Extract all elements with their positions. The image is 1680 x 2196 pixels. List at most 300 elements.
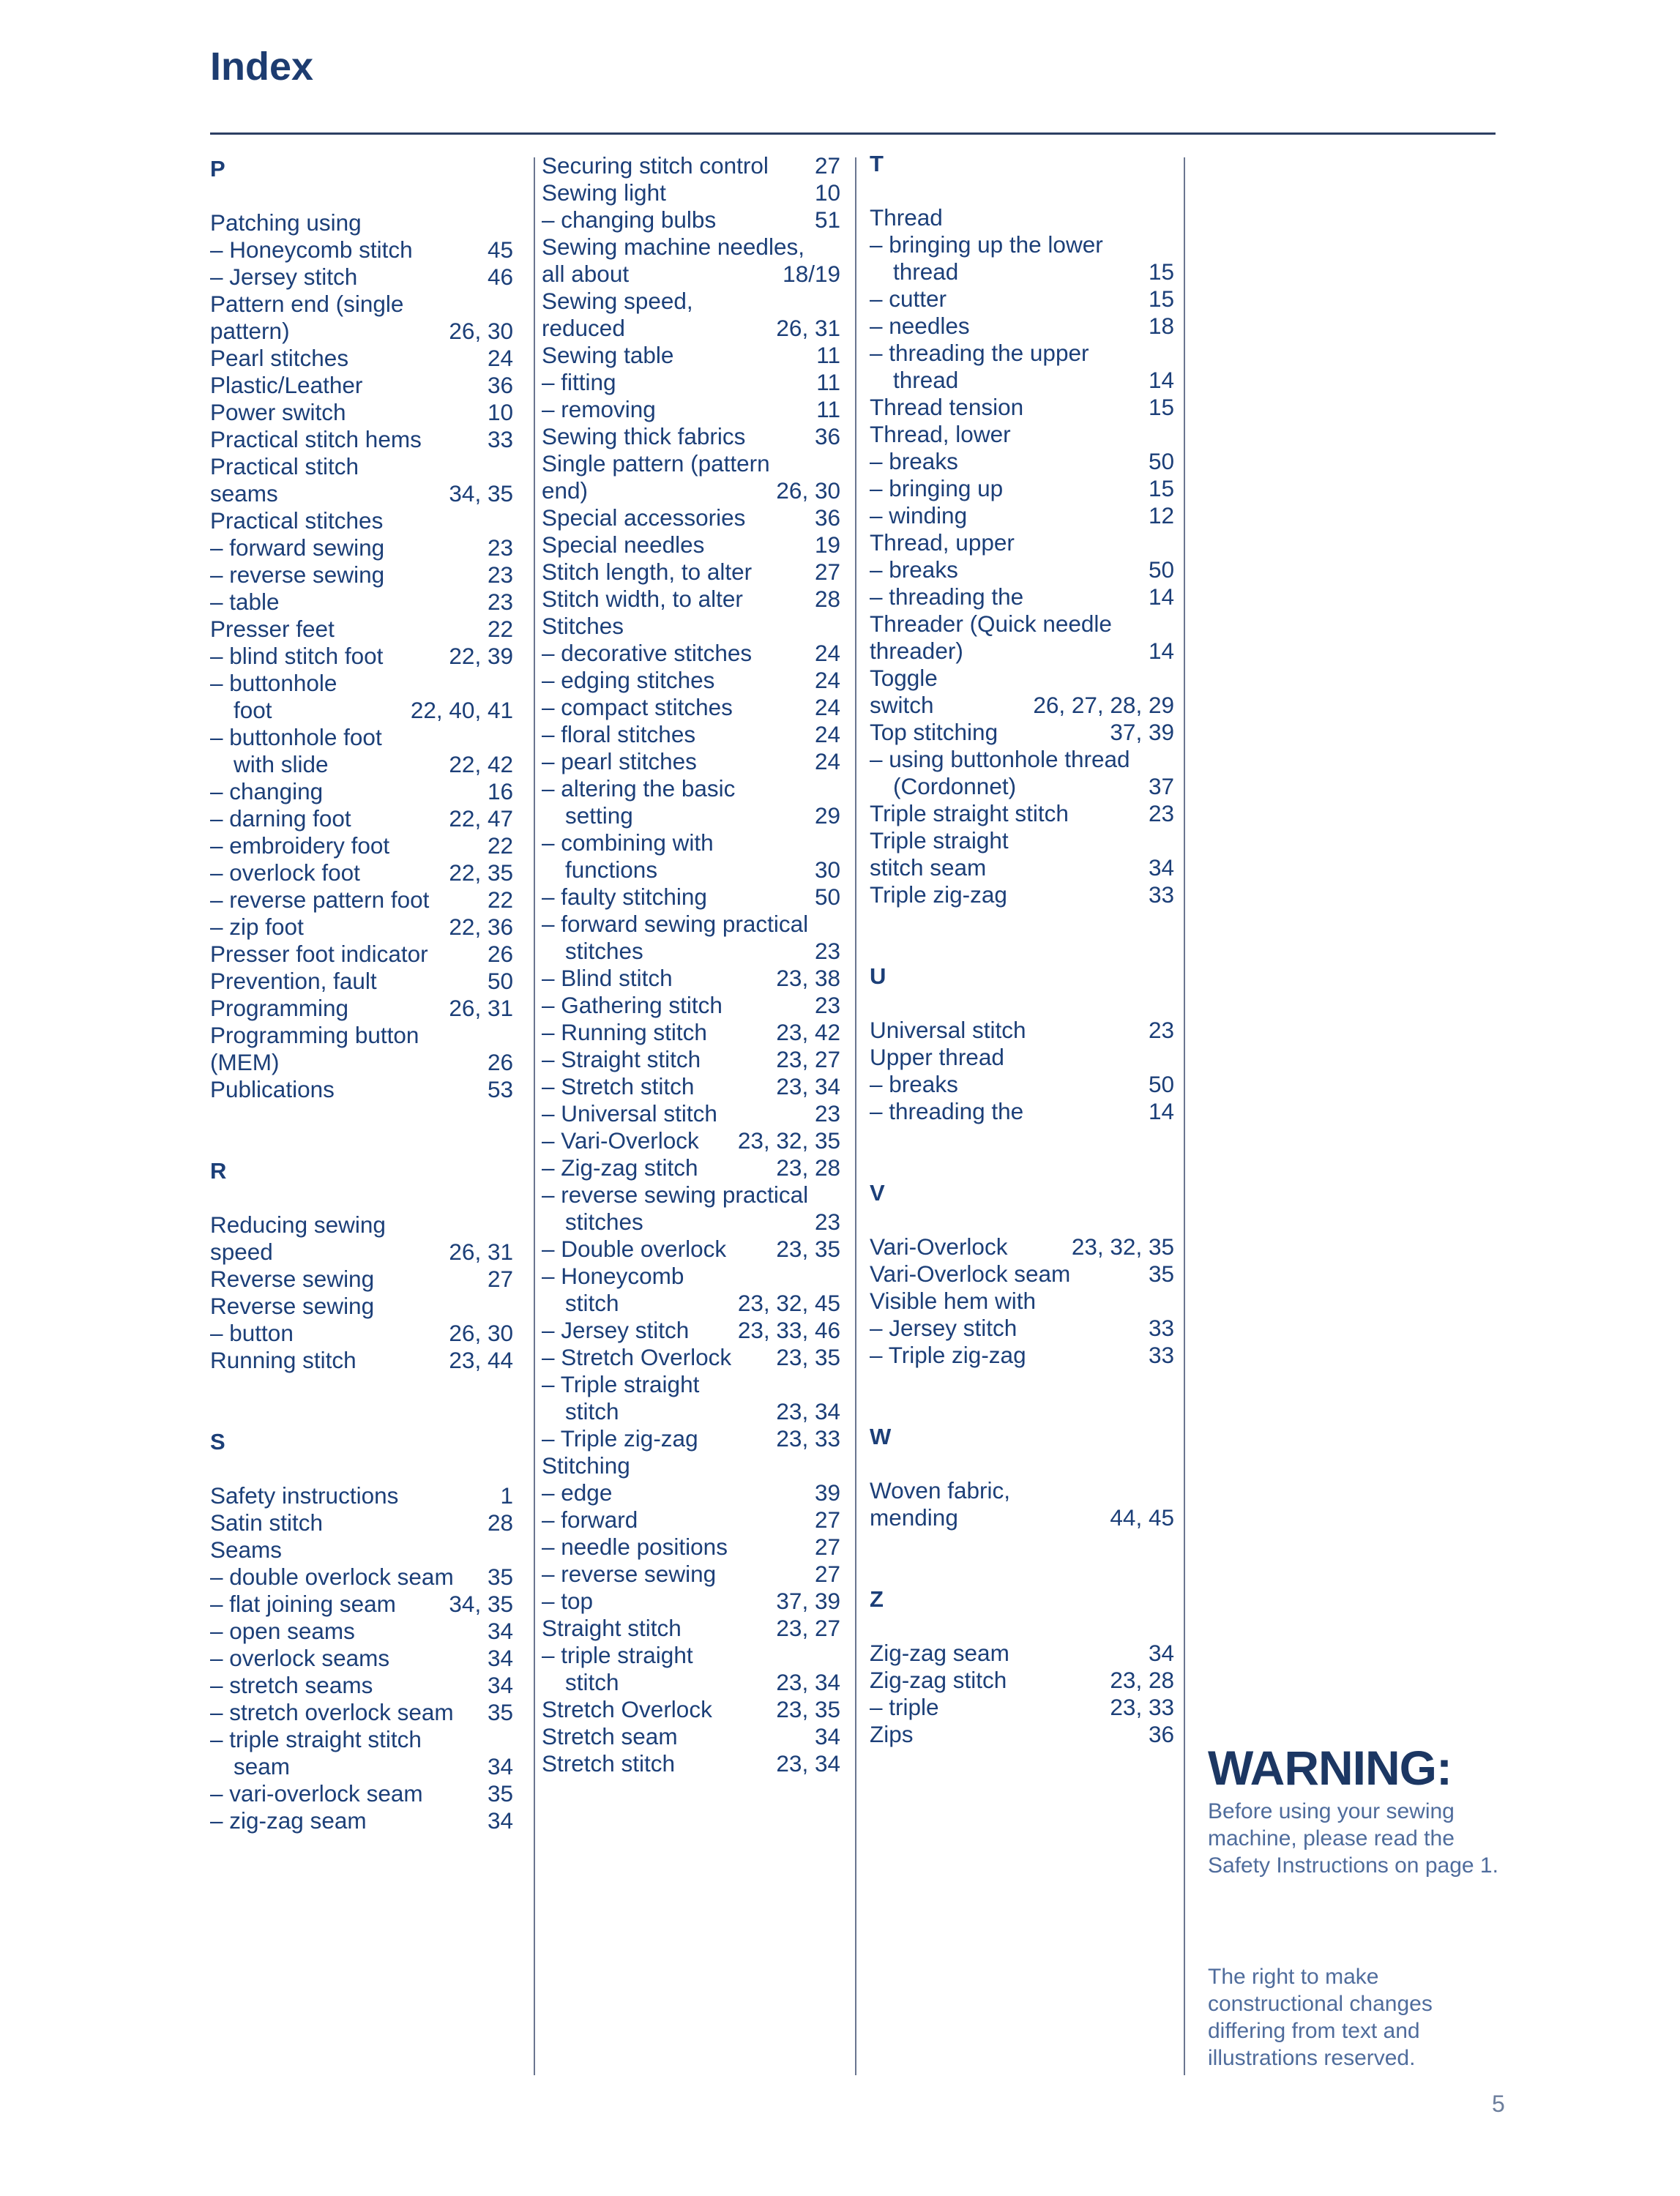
entry-pages: 26, 31 [449, 995, 513, 1021]
entry-pages: 36 [814, 423, 840, 449]
index-entry [542, 884, 840, 911]
entry-pages: 36 [814, 504, 840, 531]
entry-pages: 23 [814, 938, 840, 964]
entry-pages: 12 [1148, 502, 1174, 529]
index-entry [210, 805, 513, 832]
entry-label: functions [565, 856, 658, 883]
entry-pages: 36 [487, 372, 513, 398]
entry-label: – removing [542, 396, 656, 422]
entry-label: Stitch width, to alter [542, 586, 743, 612]
entry-pages: 44, 45 [1110, 1504, 1174, 1531]
entry-pages: 46 [487, 264, 513, 290]
entry-pages: 23, 38 [776, 965, 840, 991]
entry-pages [833, 1263, 840, 1290]
index-entry [870, 854, 1174, 881]
warning-text: Before using your sewing machine, please read the Safety Instructions on page 1. [1208, 1799, 1498, 1878]
entry-pages: 22 [487, 616, 513, 642]
spacer [210, 1184, 513, 1211]
entry-label: – Honeycomb [542, 1263, 684, 1289]
entry-label: end) [542, 477, 589, 504]
index-entry [210, 264, 513, 291]
entry-label: – Jersey stitch [870, 1315, 1018, 1341]
entry-label: Sewing speed, [542, 288, 693, 314]
entry-pages: 23 [1148, 1017, 1174, 1043]
entry-label: Stitching [542, 1452, 630, 1479]
entry-pages [833, 234, 840, 261]
entry-pages: 18 [1148, 313, 1174, 339]
entry-pages: 34 [1148, 1640, 1174, 1666]
index-entry [870, 475, 1174, 502]
entry-label: with slide [234, 751, 329, 777]
entry-pages: 26, 30 [449, 1320, 513, 1346]
index-entry [210, 643, 513, 670]
entry-pages: 26, 31 [449, 1239, 513, 1265]
entry-label: Stitches [542, 613, 624, 639]
entry-label: thread [893, 367, 959, 393]
index-entry [542, 829, 840, 856]
entry-pages: 35 [487, 1780, 513, 1807]
entry-pages: 37 [1148, 773, 1174, 799]
entry-pages: 34 [814, 1723, 840, 1749]
index-entry [870, 340, 1174, 367]
entry-pages: 23 [814, 1100, 840, 1127]
entry-label: – Running stitch [542, 1019, 707, 1045]
entry-pages: 23, 28 [1110, 1667, 1174, 1693]
entry-pages: 26, 27, 28, 29 [1033, 692, 1174, 718]
entry-pages: 10 [487, 399, 513, 425]
entry-label: Practical stitches [210, 507, 384, 534]
entry-pages: 23 [814, 992, 840, 1018]
entry-label: reduced [542, 315, 625, 341]
entry-label: – winding [870, 502, 968, 529]
page-title: Index [210, 45, 314, 89]
entry-pages: 11 [816, 342, 840, 368]
index-entry [542, 1452, 840, 1479]
entry-pages [833, 1452, 840, 1479]
index-entry [210, 1022, 513, 1049]
entry-label: – Triple zig-zag [870, 1342, 1026, 1368]
index-entry [870, 800, 1174, 827]
index-entry [542, 1100, 840, 1127]
index-column-2 [542, 152, 840, 1777]
entry-pages: 23 [487, 534, 513, 561]
index-entry [542, 1588, 840, 1615]
entry-label: mending [870, 1504, 958, 1531]
entry-label: Thread, lower [870, 421, 1011, 447]
entry-pages: 34, 35 [449, 1591, 513, 1617]
index-entry [870, 610, 1174, 638]
index-entry [542, 1209, 840, 1236]
entry-pages: 16 [487, 778, 513, 804]
index-entry [870, 773, 1174, 800]
index-entry [210, 1564, 513, 1591]
entry-label: Visible hem with [870, 1288, 1037, 1314]
entry-pages [833, 1642, 840, 1669]
index-entry [542, 1181, 840, 1209]
entry-pages: 39 [814, 1479, 840, 1506]
entry-pages: 18/19 [783, 261, 840, 287]
entry-pages: 33 [1148, 1315, 1174, 1341]
entry-label: Seams [210, 1536, 283, 1563]
index-entry [870, 1667, 1174, 1694]
entry-label: Triple straight stitch [870, 800, 1069, 826]
index-column-1 [210, 155, 513, 1834]
entry-label: Stretch stitch [542, 1750, 676, 1777]
entry-label: Programming [210, 995, 349, 1021]
column-divider [855, 157, 856, 2075]
spacer [870, 177, 1174, 204]
spacer [210, 1455, 513, 1482]
entry-label: – Zig-zag stitch [542, 1154, 698, 1181]
entry-pages: 23, 42 [776, 1019, 840, 1045]
index-entry [542, 586, 840, 613]
index-entry [542, 342, 840, 369]
entry-pages: 19 [814, 531, 840, 558]
index-entry [870, 827, 1174, 854]
index-entry [870, 258, 1174, 285]
spacer [870, 1206, 1174, 1233]
entry-pages [1167, 1044, 1174, 1071]
entry-pages: 23, 34 [776, 1669, 840, 1695]
entry-label: speed [210, 1239, 273, 1265]
entry-label: – Triple zig-zag [542, 1425, 698, 1452]
entry-label: – embroidery foot [210, 832, 390, 859]
entry-label: Publications [210, 1076, 335, 1102]
entry-pages: 29 [814, 802, 840, 829]
index-entry [870, 1504, 1174, 1531]
entry-label: – breaks [870, 1071, 958, 1097]
index-entry [870, 746, 1174, 773]
entry-pages: 23, 35 [776, 1344, 840, 1370]
entry-label: Triple straight [870, 827, 1009, 854]
entry-pages: 23, 32, 45 [737, 1290, 840, 1316]
entry-label: – buttonhole foot [210, 724, 382, 750]
entry-pages [506, 670, 513, 697]
entry-label: – reverse sewing practical [542, 1181, 809, 1208]
entry-label: Patching using [210, 209, 362, 236]
entry-label: stitch [565, 1398, 619, 1424]
index-entry [542, 694, 840, 721]
entry-pages [1167, 340, 1174, 367]
index-entry [870, 1233, 1174, 1261]
index-entry [542, 775, 840, 802]
spacer [210, 1130, 513, 1157]
entry-pages: 26 [487, 941, 513, 967]
entry-label: Sewing machine needles, [542, 234, 804, 260]
entry-label: seams [210, 480, 278, 507]
entry-label: Single pattern (pattern [542, 450, 770, 477]
entry-label: foot [234, 697, 272, 723]
index-entry [210, 1536, 513, 1564]
index-entry [542, 1615, 840, 1642]
entry-pages: 23, 27 [776, 1046, 840, 1072]
spacer [870, 1125, 1174, 1152]
entry-pages: 14 [1148, 638, 1174, 664]
index-entry [870, 638, 1174, 665]
entry-pages [506, 507, 513, 534]
section-letter: P [210, 156, 225, 182]
spacer [870, 935, 1174, 963]
index-entry [542, 938, 840, 965]
entry-label: – buttonhole [210, 670, 337, 696]
index-entry [210, 1645, 513, 1672]
index-entry [870, 204, 1174, 231]
entry-pages: 27 [814, 1561, 840, 1587]
index-entry [210, 1049, 513, 1076]
index-entry [870, 1017, 1174, 1044]
entry-label: Presser feet [210, 616, 335, 642]
entry-label: Sewing table [542, 342, 674, 368]
entry-pages: 34 [487, 1672, 513, 1698]
entry-pages: 23, 32, 35 [1071, 1233, 1174, 1260]
entry-label: Vari-Overlock seam [870, 1261, 1071, 1287]
entry-pages [833, 613, 840, 640]
index-entry [542, 1154, 840, 1181]
index-entry [542, 477, 840, 504]
entry-pages [1167, 1288, 1174, 1315]
entry-pages: 15 [1148, 475, 1174, 501]
index-entry [210, 1591, 513, 1618]
entry-pages: 23, 33, 46 [737, 1317, 840, 1343]
index-entry [542, 1263, 840, 1290]
entry-pages [506, 291, 513, 318]
index-entry [870, 1261, 1174, 1288]
spacer [870, 908, 1174, 935]
entry-label: – decorative stitches [542, 640, 753, 666]
section-letter: T [870, 151, 884, 176]
index-entry [210, 1726, 513, 1753]
index-entry [210, 751, 513, 778]
page-number: 5 [1492, 2091, 1505, 2117]
entry-pages: 37, 39 [776, 1588, 840, 1614]
entry-pages: 27 [814, 1534, 840, 1560]
index-entry [542, 179, 840, 206]
entry-label: Special accessories [542, 504, 746, 531]
index-entry [210, 1482, 513, 1509]
index-entry [542, 1019, 840, 1046]
spacer [870, 1450, 1174, 1477]
index-entry [210, 1699, 513, 1726]
entry-pages: 14 [1148, 1098, 1174, 1124]
index-entry [210, 1509, 513, 1536]
section-letter: R [210, 1158, 227, 1184]
entry-label: – blind stitch foot [210, 643, 384, 669]
spacer [870, 1152, 1174, 1179]
entry-pages: 23, 35 [776, 1696, 840, 1722]
index-entry [542, 450, 840, 477]
index-entry [210, 534, 513, 561]
entry-label: – forward sewing practical [542, 911, 809, 937]
entry-pages: 30 [814, 856, 840, 883]
index-entry [870, 719, 1174, 746]
index-entry [210, 1293, 513, 1320]
index-entry [870, 1694, 1174, 1721]
index-entry [210, 372, 513, 399]
entry-pages: 27 [814, 152, 840, 179]
entry-label: Reverse sewing [210, 1293, 375, 1319]
entry-label: – Stretch stitch [542, 1073, 695, 1099]
index-entry [870, 502, 1174, 529]
entry-label: seam [234, 1753, 291, 1779]
index-entry [870, 1477, 1174, 1504]
entry-label: stitch seam [870, 854, 987, 881]
index-entry [870, 421, 1174, 448]
index-entry [542, 1669, 840, 1696]
index-entry [210, 778, 513, 805]
entry-pages: 26, 30 [449, 318, 513, 344]
entry-label: Practical stitch hems [210, 426, 422, 452]
entry-label: Prevention, fault [210, 968, 377, 994]
entry-pages: 50 [487, 968, 513, 994]
entry-label: switch [870, 692, 934, 718]
entry-label: – pearl stitches [542, 748, 697, 774]
entry-pages: 26, 30 [776, 477, 840, 504]
entry-label: – bringing up [870, 475, 1004, 501]
entry-label: – stretch overlock seam [210, 1699, 454, 1725]
index-entry [870, 692, 1174, 719]
entry-pages: 11 [816, 396, 840, 422]
entry-label: Universal stitch [870, 1017, 1026, 1043]
entry-label: stitch [565, 1290, 619, 1316]
entry-label: – combining with [542, 829, 714, 856]
entry-label: Thread tension [870, 394, 1024, 420]
entry-label: – fitting [542, 369, 616, 395]
entry-label: Stretch seam [542, 1723, 678, 1749]
index-column-3 [870, 150, 1174, 1748]
entry-pages: 28 [487, 1509, 513, 1536]
spacer [210, 182, 513, 209]
entry-label: – Blind stitch [542, 965, 673, 991]
entry-pages: 35 [487, 1564, 513, 1590]
index-entry [210, 589, 513, 616]
index-entry [542, 531, 840, 559]
index-entry [210, 670, 513, 697]
index-entry [542, 802, 840, 829]
entry-label: Reducing sewing [210, 1211, 386, 1238]
index-entry [210, 209, 513, 236]
entry-pages: 22 [487, 832, 513, 859]
entry-pages: 35 [1148, 1261, 1174, 1287]
index-entry [542, 1696, 840, 1723]
entry-label: Top stitching [870, 719, 998, 745]
index-entry [210, 1239, 513, 1266]
entry-label: – breaks [870, 448, 958, 474]
index-entry [870, 1315, 1174, 1342]
index-entry [542, 721, 840, 748]
index-entry [870, 1071, 1174, 1098]
entry-pages: 28 [814, 586, 840, 612]
index-entry [542, 1073, 840, 1100]
index-entry [870, 448, 1174, 475]
entry-pages [1167, 610, 1174, 638]
entry-label: – compact stitches [542, 694, 733, 720]
entry-pages: 23 [814, 1209, 840, 1235]
entry-pages: 34, 35 [449, 480, 513, 507]
entry-label: Running stitch [210, 1347, 356, 1373]
section-letter: V [870, 1180, 885, 1206]
entry-pages [506, 1022, 513, 1049]
entry-pages [1167, 231, 1174, 258]
index-entry [210, 1347, 513, 1374]
index-entry [542, 1236, 840, 1263]
column-divider [534, 157, 535, 2075]
entry-label: – Honeycomb stitch [210, 236, 413, 263]
entry-label: – forward sewing [210, 534, 385, 561]
index-entry [210, 1780, 513, 1807]
entry-pages: 45 [487, 236, 513, 263]
spacer [870, 1369, 1174, 1396]
entry-label: – vari-overlock seam [210, 1780, 423, 1807]
entry-pages [833, 911, 840, 938]
entry-pages: 23, 32, 35 [737, 1127, 840, 1154]
entry-label: Sewing light [542, 179, 666, 206]
entry-label: – double overlock seam [210, 1564, 454, 1590]
index-entry [542, 234, 840, 261]
entry-pages [1167, 204, 1174, 231]
entry-pages: 50 [814, 884, 840, 910]
index-entry [210, 1618, 513, 1645]
entry-label: – breaks [870, 556, 958, 583]
entry-pages: 1 [500, 1482, 513, 1509]
warning-heading: WARNING: [1208, 1741, 1452, 1795]
entry-label: Power switch [210, 399, 346, 425]
entry-label: – forward [542, 1506, 638, 1533]
index-entry [210, 941, 513, 968]
entry-pages: 33 [487, 426, 513, 452]
entry-label: – Universal stitch [542, 1100, 717, 1127]
entry-pages: 53 [487, 1076, 513, 1102]
index-entry [542, 1398, 840, 1425]
spacer [870, 1558, 1174, 1586]
warning-block [1208, 1742, 1501, 1879]
entry-label: Triple zig-zag [870, 881, 1007, 908]
index-entry [870, 665, 1174, 692]
entry-label: – reverse sewing [542, 1561, 717, 1587]
index-entry [870, 1721, 1174, 1748]
entry-pages: 27 [814, 1506, 840, 1533]
entry-label: – needle positions [542, 1534, 728, 1560]
section-letter: Z [870, 1586, 884, 1612]
index-entry [542, 206, 840, 234]
entry-label: Straight stitch [542, 1615, 682, 1641]
index-entry [542, 396, 840, 423]
index-entry [210, 886, 513, 914]
entry-pages: 22 [487, 886, 513, 913]
entry-label: Satin stitch [210, 1509, 324, 1536]
entry-pages [833, 1181, 840, 1209]
entry-pages: 22, 36 [449, 914, 513, 940]
entry-pages: 23, 44 [449, 1347, 513, 1373]
entry-label: (Cordonnet) [893, 773, 1017, 799]
entry-label: Special needles [542, 531, 705, 558]
entry-pages: 24 [814, 721, 840, 747]
entry-pages: 14 [1148, 367, 1174, 393]
entry-label: Stretch Overlock [542, 1696, 712, 1722]
entry-label: – reverse sewing [210, 561, 385, 588]
entry-pages [506, 1726, 513, 1753]
entry-label: – stretch seams [210, 1672, 373, 1698]
entry-label: – overlock seams [210, 1645, 390, 1671]
index-entry [542, 1479, 840, 1506]
entry-pages [1167, 827, 1174, 854]
entry-pages: 23, 28 [776, 1154, 840, 1181]
entry-label: – using buttonhole thread [870, 746, 1130, 772]
entry-label: Pearl stitches [210, 345, 349, 371]
index-entry [210, 859, 513, 886]
entry-pages: 27 [487, 1266, 513, 1292]
entry-pages: 34 [487, 1807, 513, 1834]
entry-label: stitches [565, 1209, 643, 1235]
